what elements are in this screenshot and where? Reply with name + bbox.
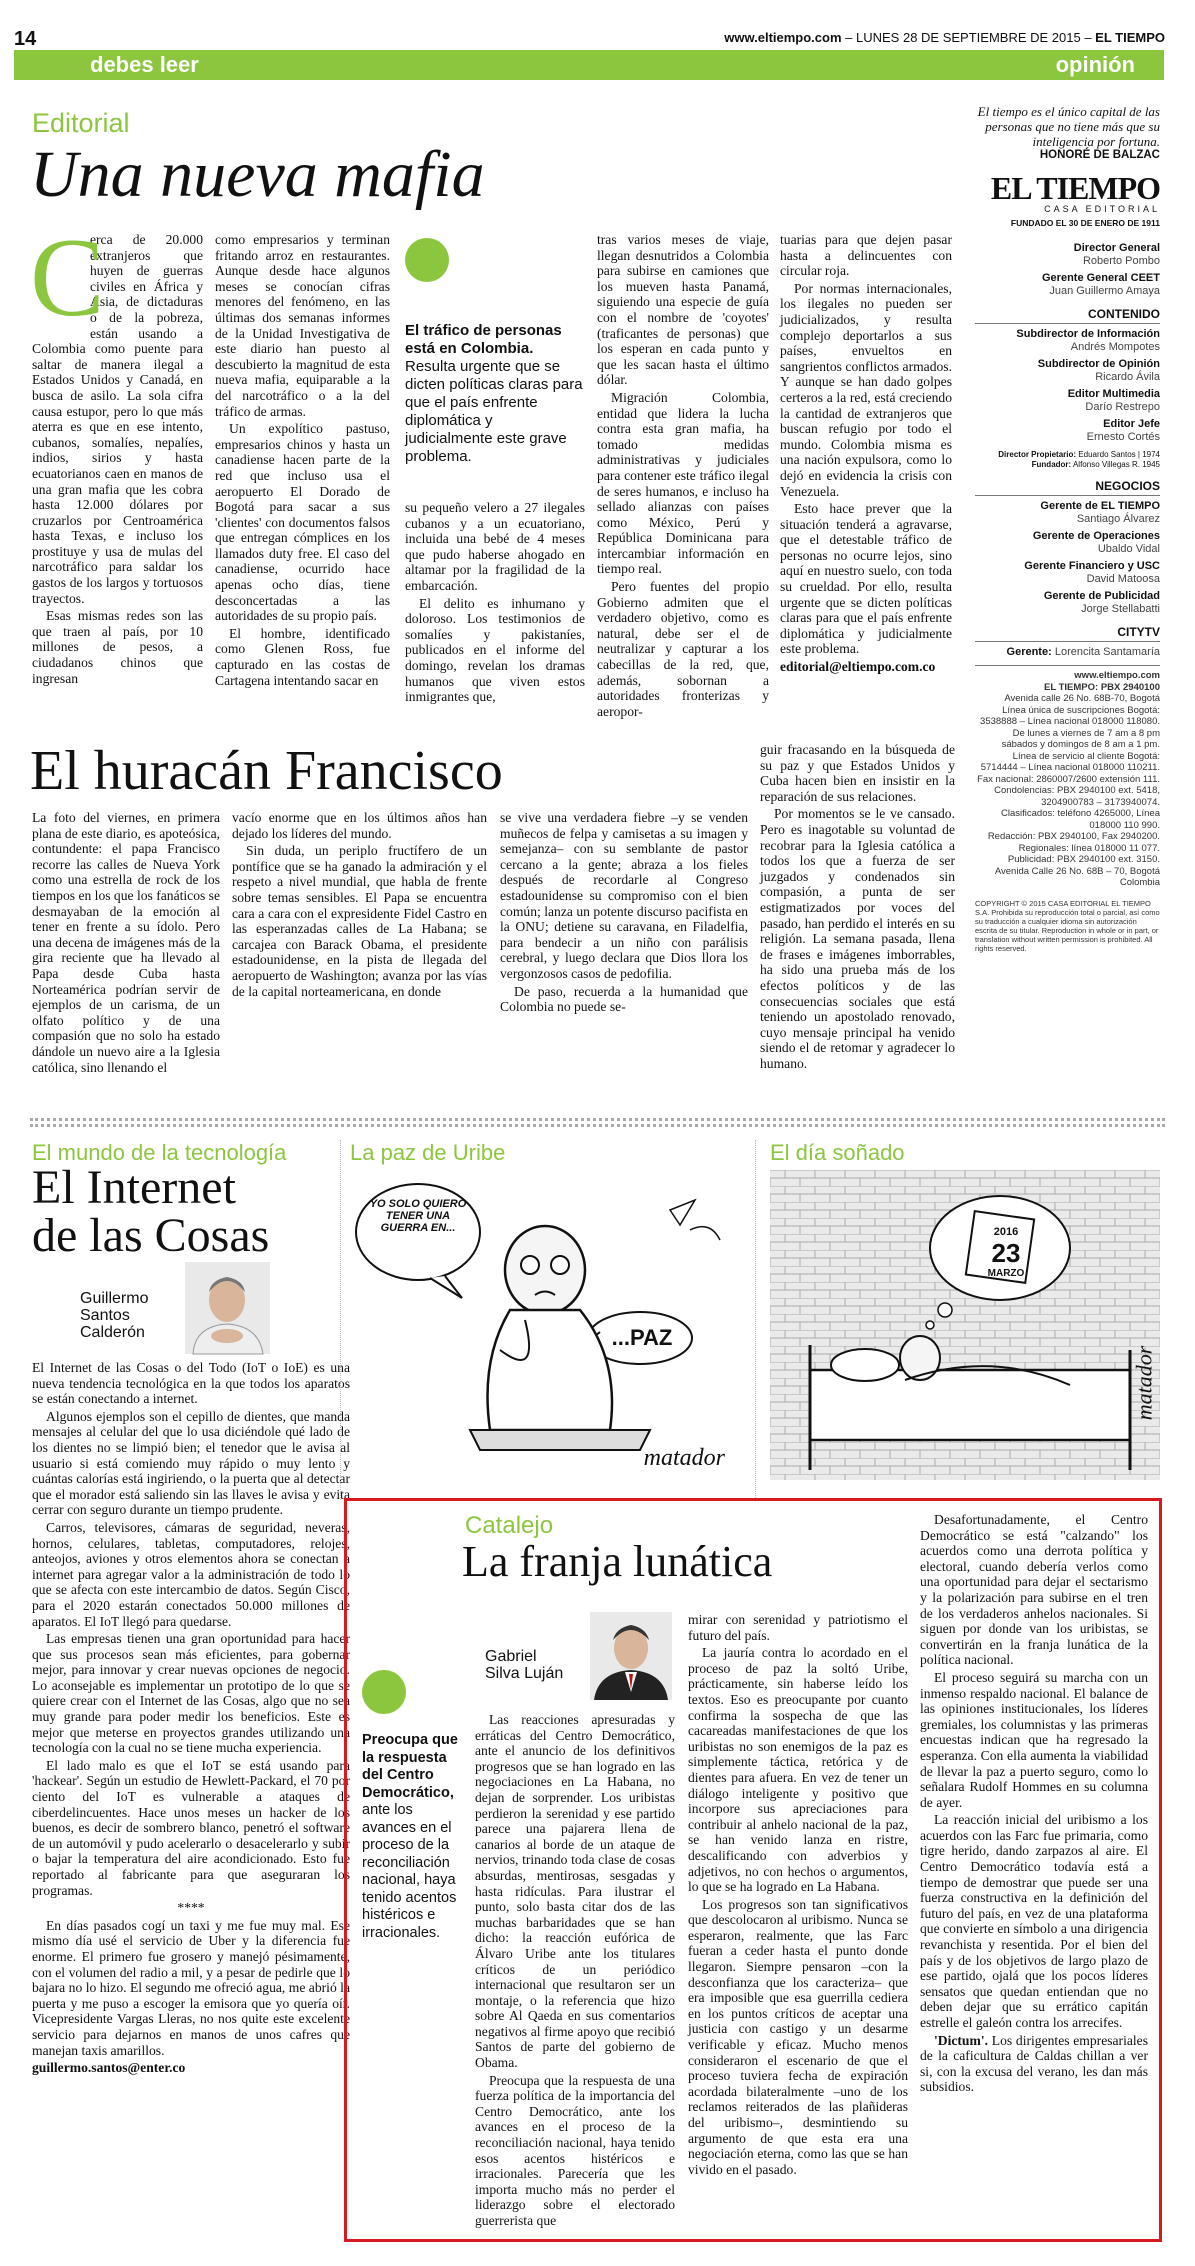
staff-name: Roberto Pombo [1082,255,1160,267]
contact-line: Clasificados: teléfono 4265000, Línea 018000 110 990. [1001,808,1160,831]
citytv-label: CITYTV [975,626,1160,642]
catalejo-author [485,1648,563,1682]
section-right-label: opinión [1055,52,1135,77]
staff-role: Gerente de Operaciones [1032,530,1160,542]
founder-label: Fundador: [1031,460,1072,469]
masthead [975,104,1160,953]
editorial-col-4-text-b: Migración Colombia, entidad que lidera la lucha contra esta gran mafia, ha tomado medidas administrativas y judiciales para contener este tráfico ilegal de seres humanos, e incluso ha sellado alianzas con países como México, Perú y República Dominicana para intercambiar información en tiempo real. [597,389,769,577]
francisco-col-4-text: guir fracasando en la búsqueda de su paz y que Estados Unidos y Cuba hacen bien en insistir en la reparación de sus relaciones. [760,742,955,804]
owner-label: Director Propietario: [998,450,1077,459]
staff-name: Darío Restrepo [1085,401,1160,413]
internet-author-l3: Calderón [80,1324,145,1341]
staff-top-list [975,242,1160,298]
editorial-email[interactable]: editorial@eltiempo.com.co [780,659,936,675]
contact-line: 5714444 – Línea nacional 018000 110211. [980,762,1160,773]
contact-line: Publicidad: PBX 2940100 ext. 3150. [1007,854,1160,865]
dateline-sep2: – [1084,30,1096,45]
catalejo-kicker: Catalejo [465,1512,554,1539]
internet-title-l1: El Internet [32,1161,236,1214]
catalejo-pullquote [362,1670,462,1942]
catalejo-pull-text: ante los avances en el proceso de la reconciliación nacional, haya tenido acentos histéricos e irracionales. [362,1802,457,1941]
catalejo-dictum [920,2033,1148,2095]
contact-line: Línea única de suscripciones Bogotá: [1002,704,1160,716]
catalejo-author-photo [590,1612,672,1700]
catalejo-col-1 [475,1712,675,2227]
staff-role: Director General [1073,242,1160,254]
contact-line: Avenida Calle 26 No. 68B – 70, Bogotá Colombia [994,865,1160,888]
negocios-list [975,500,1160,616]
staff-role: Gerente de Publicidad [1043,590,1160,602]
editorial-col-2-text: como empresarios y terminan fritando arroz en restaurantes. Aunque desde hace algunos meses se conocían cifras menores del fenómeno, en las últimas dos semanas informes de la Unidad Investigativa de este diario han puesto al descubierto la magnitud de esta nueva mafia, equiparable a la del narcotráfico o a la del tráfico de armas. [215,232,390,419]
masthead-logo [975,172,1160,214]
internet-p5: El lado malo es que el IoT se está usando para 'hackear'. Según un estudio de Hewlett-Packard, el 70 por ciento del IoT es vulnerable a ataques de ciberdelincuentes. Hace unos meses un hacker de los buenos, es decir de sombrero blanco, penetró el software de un automóvil y pudo acelerarlo o desacelerarlo y subir o bajar la temperatura del aire acondicionado. Esto fue reportado al fabricante para que aseguraran los programas. [32,1757,350,1898]
cartoon1-kicker: La paz de Uribe [350,1140,506,1165]
catalejo-col-1-text-b: Preocupa que la respuesta de una fuerza política de la importancia del Centro Democrático, ante los avances en el proceso de la reconciliación nacional, haya tenido esos acentos histéricos e irracionales. Parecería que les importa mucho más no perder el liderazgo sobre el electorado guerrerista que [475,2072,675,2228]
cartoon2-drawing-icon [770,1170,1160,1480]
dateline-sep: – [845,30,856,45]
francisco-col-2 [232,810,487,1110]
cartoon2-cal-year: 2016 [993,1226,1019,1238]
editorial-col-4-text-c: Pero fuentes del propio Gobierno admiten que el verdadero objetivo, como es natural, debe ser el de neutralizar y capturar a los cabecillas de la red, que, además, sobornan a autoridades fronterizas y aeropor- [597,579,769,719]
internet-title-l2: de las Cosas [32,1209,270,1262]
contact-line: De lunes a viernes de 7 am a 8 pm sábados y domingos de 8 am a 1 pm. [1001,727,1160,750]
cartoon2-panel [770,1170,1160,1480]
staff-name: Ernesto Cortés [1086,431,1160,443]
catalejo-author-l2: Silva Luján [485,1665,564,1682]
catalejo-author-l1: Gabriel [485,1648,537,1665]
staff-name: David Matoosa [1086,573,1160,585]
contact-line: Regionales: línea 018000 11 077. [1018,842,1160,854]
citytv-role: Gerente: [1006,646,1052,658]
internet-title [32,1161,270,1262]
internet-author-photo [185,1262,270,1354]
internet-body [32,1360,350,2230]
internet-email[interactable]: guillermo.santos@enter.co [32,2060,186,2076]
catalejo-col-1-text: Las reacciones apresuradas y erráticas del Centro Democrático, ante el anuncio de los definitivos progresos que se han logrado en las negociaciones en La Habana, no dejan de sorprender. Los uribistas perdieron la serenidad y ese partido parece una pajarera llena de canarios al borde de un ataque de nervios, trinando toda clase de cosas absurdas, mentirosas, sesgadas y hasta ridículas. Para ilustrar el punto, solo basta citar dos de las muchas barbaridades que se han dicho: la reacción eufórica de Álvaro Uribe ante los titulares críticos de un periódico internacional que resultaron ser un montaje, o la referencia que hizo sobre Al Qaeda en sus comentarios negativos al firme apoyo que recibió Santos de parte del gobierno de Obama. [475,1712,675,2071]
contact-line: Avenida calle 26 No. 68B-70, Bogotá [1004,693,1160,704]
internet-author-l1: Guillermo [80,1290,149,1307]
logo-text: EL TIEMPO [990,170,1160,206]
dictum-label: 'Dictum'. [934,2032,988,2048]
cartoon2-cal-day: 23 [991,1238,1021,1268]
francisco-col-1 [32,810,220,1110]
masthead-founded: FUNDADO EL 30 DE ENERO DE 1911 [1010,218,1160,228]
francisco-col-3-text-b: De paso, recuerda a la humanidad que Colombia no puede se- [500,983,748,1015]
staff-name: Juan Guillermo Amaya [1049,285,1160,297]
catalejo-col-3-text-c: La reacción inicial del uribismo a los acuerdos con las Farc fue primaria, como tigre herido, dando zarpazos al aire. El Centro Democrático todavía está a tiempo de demostrar que puede ser una fuerza constructiva en la definición del futuro del país, en vez de una plataforma que convierte en símbolo a una dirigencia revanchista y resentida. Por el bien del país y de los objetivos de largo plazo de ese partido, ojalá que los pocos líderes sensatos que quedan entiendan que no deben dejar que su errático capitán estrelle el galeón contra los arrecifes. [920,1812,1148,2030]
internet-kicker: El mundo de la tecnología [32,1140,287,1165]
masthead-quote-author: HONORÉ DE BALZAC [1039,149,1160,161]
catalejo-col-3-text-b: El proceso seguirá su marcha con un inmenso respaldo nacional. El balance de las opiniones institucionales, los líderes gremiales, los columnistas y las primeras encuestas indican que ha regresado la esperanza. Con ella aumenta la viabilidad de llevar la paz a puerto seguro, como lo señalara Rudolf Hommes en su columna de ayer. [920,1669,1148,1810]
internet-p4: Las empresas tienen una gran oportunidad para hacer que sus procesos sean más eficientes, para gobernar mejor, para innovar y crear nuevas opciones de negocio. Lo aconsejable es implementar un prototipo de lo que se quiere crear con el Internet de las Cosas, algo que no sea muy grande para poder medir los beneficios. Este es mejor que meterse en proyectos grandes utilizando una tecnología con la cual no se tiene mucha experiencia. [32,1631,350,1756]
internet-p1: El Internet de las Cosas o del Todo (IoT o IoE) es una nueva tendencia tecnológica en la que todos los aparatos se están conectando a internet. [32,1360,350,1407]
catalejo-col-2-text: mirar con serenidad y patriotismo el futuro del país. [688,1612,908,1643]
staff-role: Subdirector de Información [1016,328,1160,340]
contenido-label: CONTENIDO [975,308,1160,324]
catalejo-pull-title: Preocupa que la respuesta del Centro Democrático, [362,1732,458,1801]
cartoon2-signature: matador [1131,1345,1157,1421]
contact-line: www.eltiempo.com [1074,670,1160,681]
francisco-col-1-text: La foto del viernes, en primera plana de este diario, es apoteósica, contundente: el papa Francisco recorre las calles de Nueva York como una estrella de rock de los tiempos en los que los fanáticos se desmayaban de la emoción al tener en frente a su ídolo. Pero una decena de imágenes más de la gira reciente que ha llevado al Papa desde Cuba hasta Norteamérica podrían servir de ejemplos de un carisma, de un olfato político y de una compasión que no solo ha estado dándole un nuevo aire a la Iglesia católica, sino llenando el [32,810,221,1075]
staff-role: Subdirector de Opinión [1037,358,1160,370]
editorial-title: Una nueva mafia [30,138,485,211]
internet-author [80,1290,148,1341]
editorial-col-5-text: tuarias para que dejen pasar hasta a delincuentes con circular roja. [780,232,952,279]
author-portrait-icon [590,1612,672,1700]
masthead-founder [975,460,1160,470]
cartoon1-bubble1: YO SOLO QUIERO TENER UNA GUERRA EN... [369,1198,467,1234]
section-divider [30,1118,1165,1121]
section-divider-2 [30,1124,1165,1127]
site-url[interactable]: www.eltiempo.com [724,30,842,45]
editorial-col-4-text: tras varios meses de viaje, llegan desnutridos a Colombia para subirse en camiones que los mueven hasta Panamá, siguiendo una especie de guía con el nombre de 'coyotes' (traficantes de personas) que los esperan en cada punto y que les sacan hasta el último dólar. [597,232,769,388]
page-number: 14 [14,28,37,50]
internet-p3: Carros, televisores, cámaras de seguridad, neveras, hornos, celulares, tabletas, computadores, relojes, anteojos, aviones y otros elementos ahora se conectan a internet para agregar valor a la administración de todo lo que se afecta con este intercambio de datos. Según Cisco, para el 2020 estarán conectados 50.000 millones de aparatos. El IoT llegó para quedarse. [32,1519,350,1629]
editorial-dropcap: C [30,216,105,340]
francisco-col-2-text: vacío enorme que en los últimos años han dejado los líderes del mundo. [232,810,487,841]
francisco-col-2-text-b: Sin duda, un periplo fructífero de un pontífice que se ha ganado la admiración y el respeto a nivel mundial, que habla de frente sobre temas sensibles. El Papa se encuentra cara a cara con el expresidente Fidel Castro en las esperanzadas calles de La Habana; se carcajea con Barack Obama, el presidente estadounidense, en la pista de llegada del aeropuerto de Washington; avanza por las vías de la capital norteamericana, en donde [232,843,487,999]
founder-name: Alfonso Villegas R. 1945 [1072,460,1160,469]
catalejo-col-2-text-c: Los progresos son tan significativos que descolocaron al uribismo. Nunca se esperaron, realmente, que las Farc fueran a ceder hasta el punto donde llegaron. Siempre pensaron –con la desconfianza que los caracteriza– que era imposible que esa guerrilla cediera en los puntos críticos de aceptar una justicia con castigo y un desarme verificable y eficaz. Mucho menos consideraron el escenario de que el proceso tuviera fecha de expiración acordada bilateralmente –uno de los reclamos reiterados de las plañideras del uribismo–, desmintiendo su argumento de que esta era una negociación eterna, como las que se han vivido en el pasado. [688,1896,908,2177]
editorial-kicker: Editorial [32,108,130,138]
column-rule-1 [340,1140,341,1500]
catalejo-quote-mark-icon [362,1670,406,1714]
editorial-col-2-text-b: Un expolítico pastuso, empresarios chinos y hasta un canadiense hacen parte de la red que incluso usa el aeropuerto El Dorado de Bogotá para sacar a sus 'clientes' con documentos falsos que entregan cómplices en los llamados duty free. El caso del canadiense, ocurrido hace apenas ocho días, tiene desconcertadas a las autoridades de su propio país. [215,421,390,624]
staff-role: Gerente de EL TIEMPO [1040,500,1160,512]
francisco-col-4-text-b: Por momentos se le ve cansado. Pero es inagotable su voluntad de recobrar para la Iglesia católica a todos los que a fuerza de ser juzgados y condenados sin compasión, a punta de ser estigmatizados por voces del pasado, han perdido el interés en su religión. La semana pasada, llena de frases e imágenes imborrables, ha sido una prueba más de los efectos políticos y de las consecuencias sociales que está teniendo un apostolado renovado, cuyo mensaje principal ha venido siendo el de retomar y agradecer lo humano. [760,806,955,1071]
catalejo-title: La franja lunática [462,1537,773,1586]
internet-stars: **** [177,1900,205,1916]
citytv-line [975,646,1160,659]
staff-name: Jorge Stellabatti [1081,603,1160,615]
contact-line: Fax nacional: 2860007/2600 extensión 111. [977,773,1160,785]
masthead-owner [975,450,1160,460]
staff-role: Gerente Financiero y USC [1024,560,1160,572]
section-left-label: debes leer [90,52,199,77]
staff-role: Gerente General CEET [1042,272,1160,284]
contact-line: EL TIEMPO: PBX 2940100 [1044,681,1160,693]
staff-name: Andrés Mompotes [1070,341,1160,353]
negocios-label: NEGOCIOS [975,480,1160,496]
editorial-col-5-text-b: Por normas internacionales, los ilegales no pueden ser judicializados, y resulta complejo deportarlos a sus países, envueltos en sangrientos conflictos armados. Y aunque se han dado golpes certeros a la red, está creciendo la cantidad de extranjeros que buscan refugio por todo el mundo. Colombia misma es una nación expulsora, como lo dejó en evidencia la crisis con Venezuela. [780,280,952,499]
pullquote-text: Resulta urgente que se dicten políticas claras para que el país enfrente diplomática y judicialmente este grave problema. [405,358,583,465]
francisco-col-3-text: se vive una verdadera fiebre –y se venden muñecos de felpa y camisetas a su imagen y semejanza– con su semblante de pastor cercano a la gente; abraza a los fieles después de recordarle al Congreso estadounidense su compromiso con el bien común; lanza un potente discurso pacifista en la ONU; detiene su caravana, en Filadelfia, para bendecir a un niño con parálisis cerebral, y luego declara que Dios llora los vergonzosos casos de pedofilia. [500,810,748,981]
catalejo-col-3 [920,1512,1148,2227]
citytv-name: Lorencita Santamaría [1054,646,1160,658]
staff-name: Ricardo Ávila [1095,371,1160,383]
catalejo-col-2 [688,1612,908,2227]
francisco-title: El huracán Francisco [30,740,503,802]
contenido-list [975,328,1160,444]
editorial-col-5 [780,232,952,707]
staff-name: Santiago Álvarez [1076,513,1160,525]
contact-line: 3538888 – Línea nacional 018000 118080. [980,716,1160,727]
logo-sub: CASA EDITORIAL [1044,204,1160,214]
dateline-paper: EL TIEMPO [1095,30,1165,45]
masthead-quote: El tiempo es el único capital de las personas que no tiene más que su inteligencia por fortuna. [977,104,1160,149]
editorial-col-3-text: su pequeño velero a 27 ilegales cubanos y a un ecuatoriano, incluida una bebé de 4 meses que pudo haberse ahogado en altamar por la fragilidad de la embarcación. [405,500,585,593]
editorial-col-5-text-c: Esto hace prever que la situación tenderá a agravarse, que el detestable tráfico de personas no ocurre lejos, sino aquí en nuestro suelo, con toda su crueldad. Por ello, resulta urgente que se dicten políticas claras para que el país enfrente diplomática y judicialmente este problema. [780,501,952,657]
author-portrait-icon [185,1262,270,1354]
editorial-col-3-text-b: El delito es inhumano y doloroso. Los testimonios de somalíes y pakistaníes, publicados en el informe del domingo, revelan los dramas humanos que viven estos inmigrantes que, [405,595,585,705]
contact-line: Línea de servicio al cliente Bogotá: [1012,750,1160,762]
contact-list [975,665,1160,889]
editorial-col-1 [30,216,203,702]
dictum-text: Los dirigentes empresariales de la caficultura de Caldas chillan a ver si, con la excusa del verano, les dan más subsidios. [920,2032,1148,2095]
internet-p2: Algunos ejemplos son el cepillo de dientes, que manda mensajes al celular del que lo usa diciéndole qué lado de los dientes no se limpió bien; el tenedor que le avisa al usuario si está comiendo muy rápido o muy lento y cuántas calorías está ingiriendo, o la puerta que al detectar que el morador está saliendo sin las llaves le avisa y evita cerrar con seguro durante un tiempo prudente. [32,1408,350,1518]
internet-p6: En días pasados cogí un taxi y me fue muy mal. Ese mismo día usé el servicio de Uber y la diferencia fue enorme. El primero fue grosero y manejó pésimamente, con el volumen del radio a mil, y a pesar de pedirle que lo bajara no lo hizo. El segundo me ofreció agua, me abrió la puerta y me puso a escoger la emisora que yo quería oír. Vicepresidente Vargas Lleras, no nos quite este excelente servicio para dejarnos en manos de unos cafres que manejan taxis amarillos. [32,1917,350,2058]
editorial-col-1-text-b: Esas mismas redes son las que traen al país, por 10 millones de pesos, a ciudadanos chinos que ingresan [32,608,203,686]
column-rule-2 [755,1140,756,1500]
editorial-col-3 [405,500,585,705]
internet-author-l2: Santos [80,1307,130,1324]
pullquote-mark-icon [405,238,449,282]
contact-line: Condolencias: PBX 2940100 ext. 5418, 3204900783 – 3173940074. [994,785,1160,808]
cartoon1-panel [350,1170,745,1480]
editorial-pullquote [405,238,583,466]
cartoon1-bubble2: ...PAZ [611,1325,673,1350]
catalejo-col-2-text-b: La jauría contra lo acordado en el proceso de paz la soltó Uribe, prácticamente, sin haberse leído los textos. Eso es preocupante por cuanto confirma la sospecha de que las cacareadas manifestaciones de que los uribistas no son enemigos de la paz es simplemente táctica, retórica y de dientes para afuera. En vez de tener un diálogo inteligente y positivo que incorpore sus apreciaciones para contribuir al anhelo nacional de la paz, se han venido lanza en ristre, descalificando con adverbios y adjetivos, no con hechos o argumentos, lo que se ha logrado en La Habana. [688,1645,908,1895]
staff-role: Editor Jefe [1103,418,1160,430]
contact-line: Redacción: PBX 2940100, Fax 2940200. [987,831,1160,842]
dateline-date: LUNES 28 DE SEPTIEMBRE DE 2015 [856,30,1081,45]
editorial-col-4 [597,232,769,719]
editorial-col-2-text-c: El hombre, identificado como Glenen Ross, fue capturado en las costas de Cartagena intentando sacar en [215,625,390,688]
catalejo-col-3-text: Desafortunadamente, el Centro Democrático se está "calzando" los acuerdos como una derrota política y electoral, cuando debería verlos como una oportunidad para dejar el sectarismo y la polarización para subirse en el tren de los verdaderos anhelos nacionales. Si siguen por donde van los uribistas, se convertirán en la franja lunática de la política nacional. [920,1512,1148,1668]
owner-name: Eduardo Santos | 1974 [1078,450,1160,459]
staff-name: Ubaldo Vidal [1097,543,1160,555]
editorial-col-2 [215,232,390,702]
cartoon1-signature: matador [643,1445,725,1471]
staff-role: Editor Multimedia [1067,388,1160,400]
editorial-col-1-text: erca de 20.000 extranjeros que huyen de guerras civiles en África y Asia, de dictaduras o de la pobreza, están usando a Colombia como puente para saltar de manera ilegal a Estados Unidos y Canadá, en busca de asilo. La sola cifra causa estupor, pero lo que más aterra es que en ese intento, cubanos, somalíes, nepalíes, indios, sirios y hasta ecuatorianos caen en manos de una gran mafia que les cobra hasta 12.000 dólares por cruzarlos por Centroamérica hasta Texas, e incluso los prostituye y usa de mulas del narcotráfico para saldar los gastos de los largos y tortuosos trayectos. [32,232,203,606]
header-dateline [724,30,1165,45]
francisco-col-4 [760,742,955,1110]
masthead-copyright: COPYRIGHT © 2015 CASA EDITORIAL EL TIEMPO S.A. Prohibida su reproducción total o parcial, así como su traducción a cualquier idioma sin autorización escrita de su titular. Reproduction in whole or in part, or translation without written permission is prohibited. All rights reserved. [975,898,1160,953]
cartoon2-cal-month: MARZO [987,1268,1025,1279]
cartoon2-kicker: El día soñado [770,1140,905,1165]
pullquote-title: El tráfico de personas está en Colombia. [405,322,562,357]
francisco-col-3 [500,810,748,1110]
